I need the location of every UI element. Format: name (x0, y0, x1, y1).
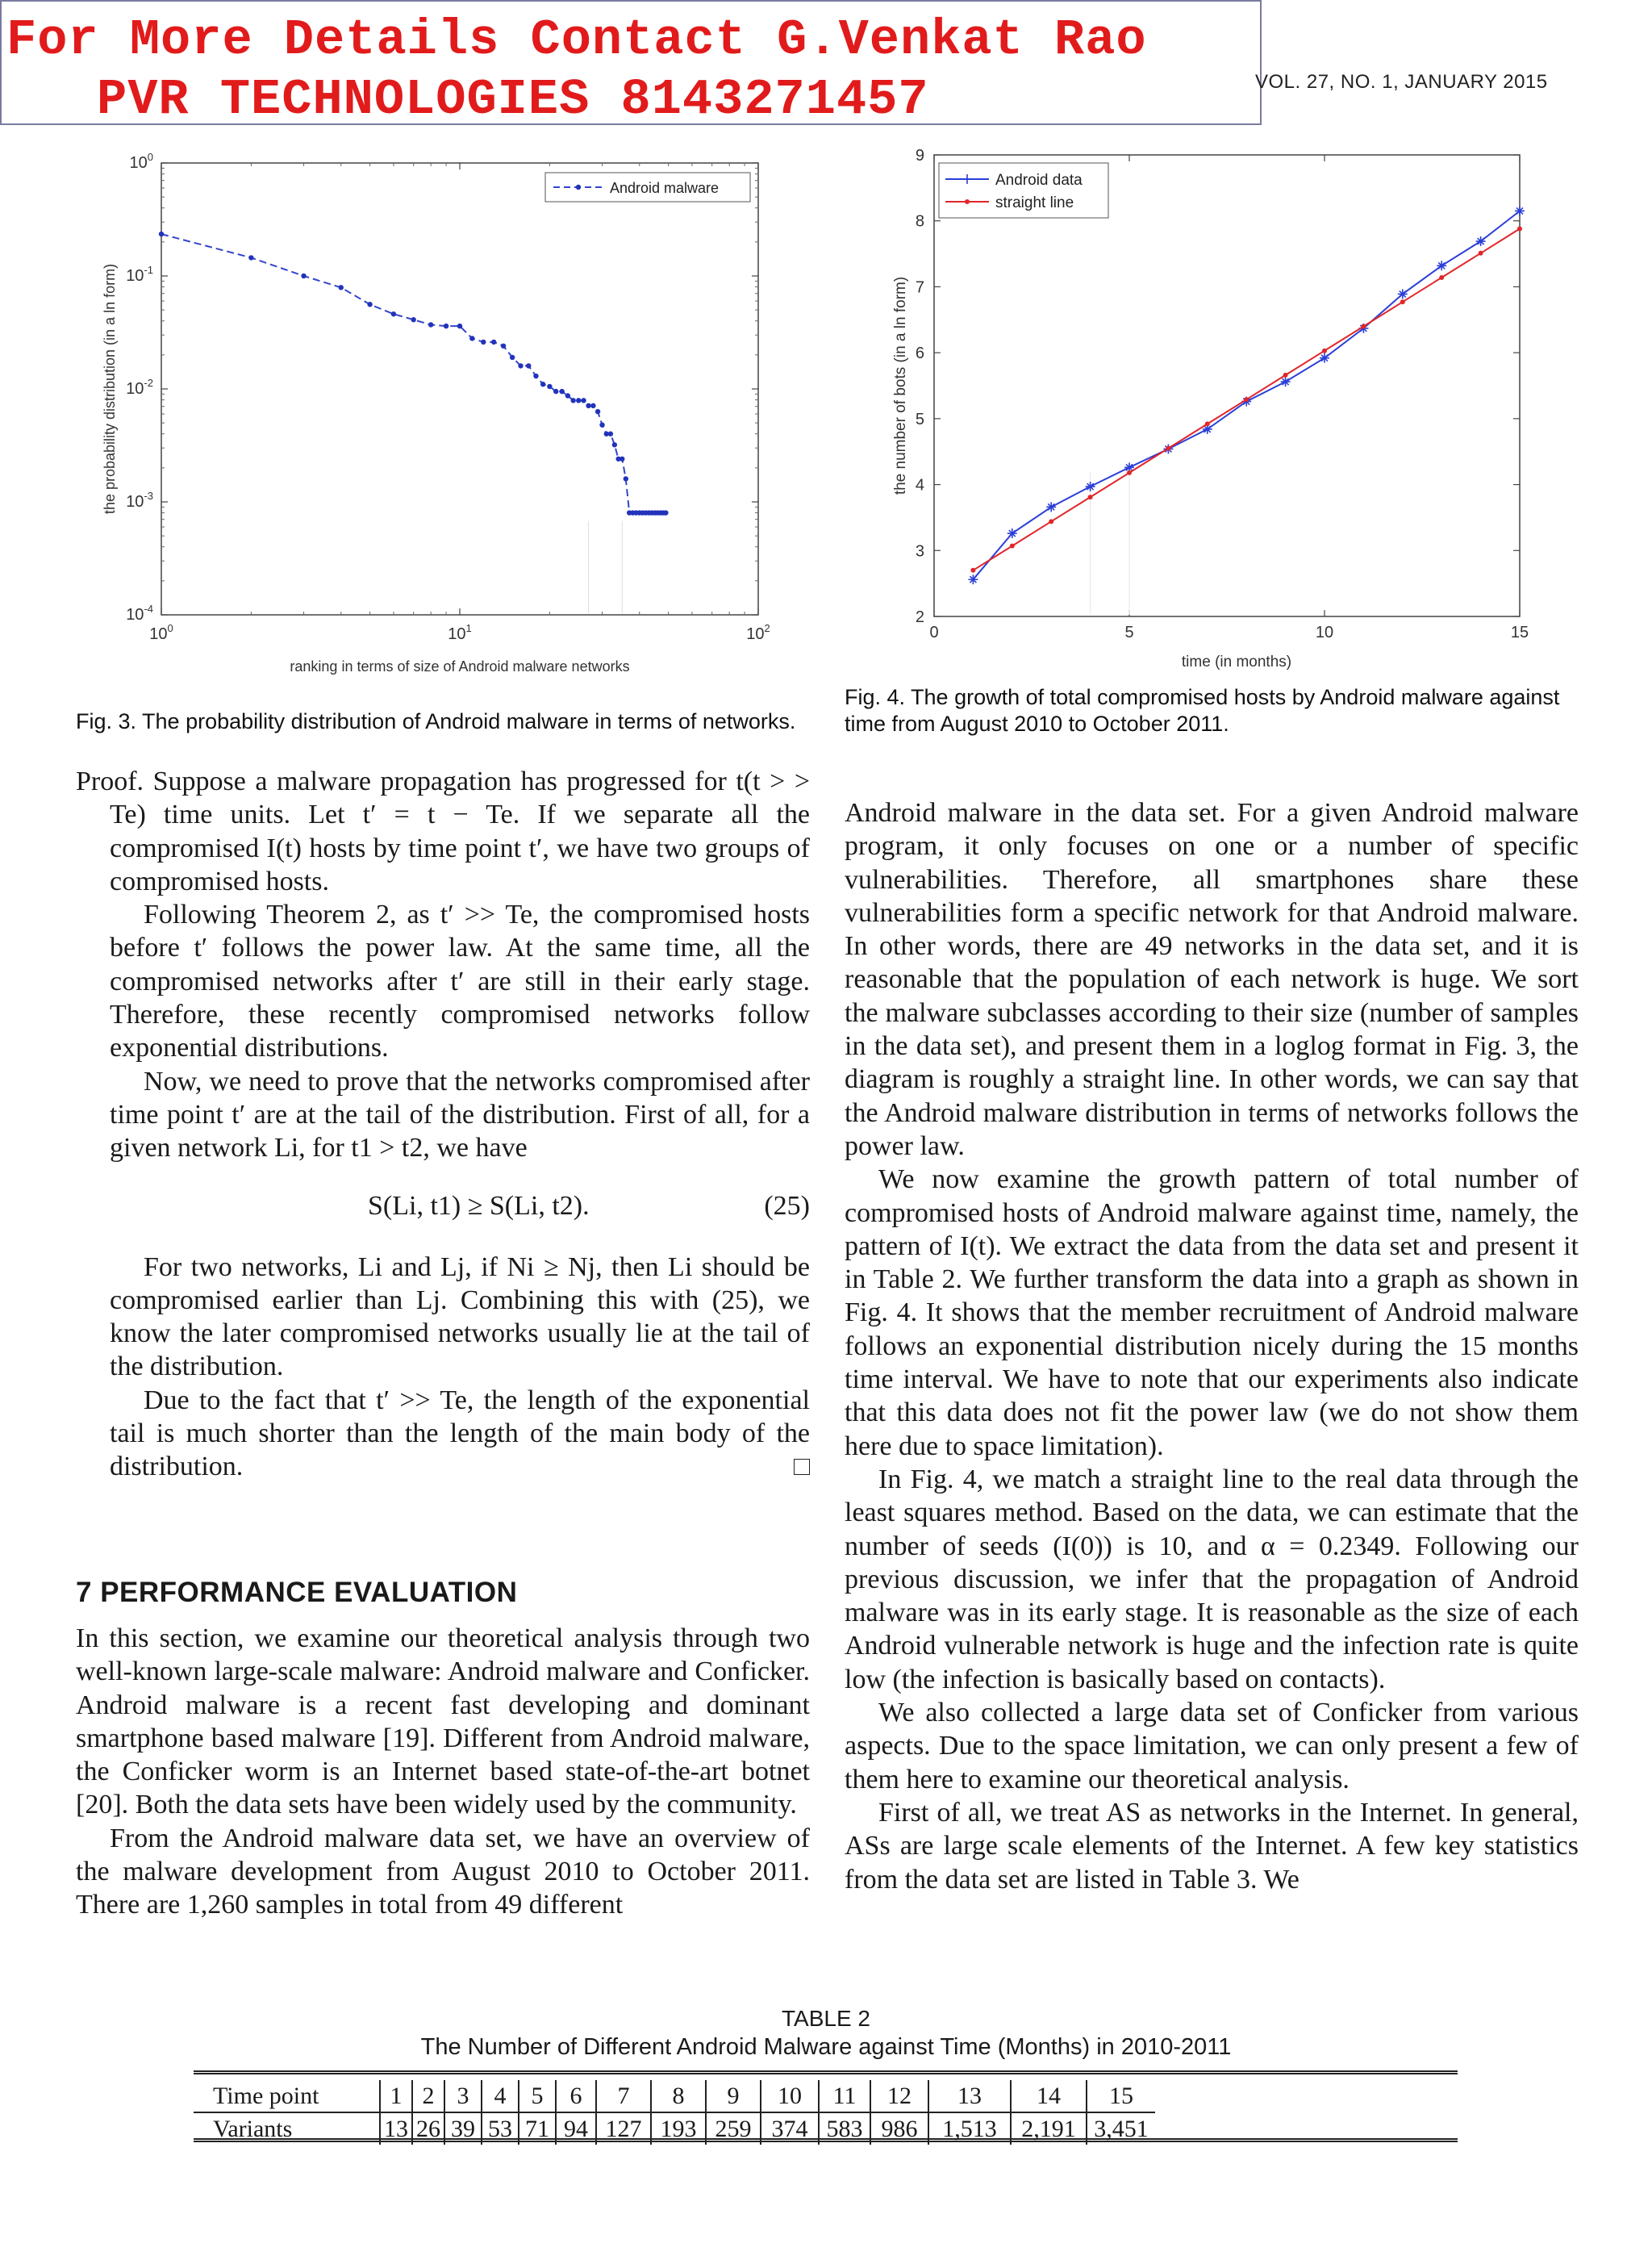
data-point (510, 355, 515, 360)
data-point (624, 476, 628, 481)
y-tick-label: 4 (915, 476, 924, 495)
row-header: Time point (194, 2080, 380, 2112)
table-cell-variants-5: 71 (519, 2112, 556, 2145)
legend-marker (576, 185, 581, 190)
fig3-chart (97, 137, 807, 694)
fig3-caption: Fig. 3. The probability distribution of Android malware in terms of networks. (76, 709, 796, 733)
table-cell-time-10: 10 (761, 2080, 819, 2112)
data-point-line (1283, 373, 1288, 378)
table-cell-time-12: 12 (870, 2080, 928, 2112)
x-tick-label: $10^2$ (746, 622, 770, 643)
table-cell-time-6: 6 (556, 2080, 596, 2112)
y-tick-label: $10^0$ (129, 151, 153, 172)
paragraph: In Fig. 4, we match a straight line to the real data through the least squares method. Based on the data, we can estimate that the number of seeds (I(0)) is 10, and α = 0.2349. Following our previous discussion, we infer that the propagation of Android malware was in its early stage. It is reasonable as the size of each Android vulnerable network is huge and the infection rate is quite low (the infection is basically based on contacts). (845, 1464, 1579, 1694)
y-axis-label: the probability distribution (in a ln form) (102, 263, 118, 515)
table-cell-variants-1: 13 (380, 2112, 412, 2145)
y-tick-label: 8 (915, 212, 924, 231)
equation-number: (25) (764, 1190, 810, 1221)
data-point-line (1244, 397, 1249, 402)
plot-area (161, 163, 758, 615)
data-point (599, 422, 604, 427)
data-point (481, 340, 486, 345)
x-axis-label: time (in months) (1181, 654, 1292, 670)
table2-subtitle: The Number of Different Android Malware against Time (Months) in 2010-2011 (420, 2034, 1232, 2060)
table-cell-time-7: 7 (596, 2080, 651, 2112)
section-heading: 7 PERFORMANCE EVALUATION (76, 1577, 518, 1608)
data-point (595, 409, 600, 414)
y-tick-label: $10^{-3}$ (126, 490, 153, 511)
y-tick-label: $10^{-4}$ (126, 603, 153, 624)
left-column (76, 765, 810, 1484)
banner-line-1: For More Details Contact G.Venkat Rao (6, 11, 1147, 69)
data-point-line (1439, 275, 1444, 280)
data-point (469, 336, 474, 340)
data-point (586, 403, 590, 408)
table-cell-variants-7: 127 (596, 2112, 651, 2145)
data-point (339, 285, 344, 290)
table-cell-time-14: 14 (1011, 2080, 1087, 2112)
equation-body: S(Li, t1) ≥ S(Li, t2). (368, 1190, 590, 1221)
data-point (663, 510, 668, 515)
data-point (612, 442, 617, 447)
paragraph (76, 1251, 810, 1384)
data-point (391, 311, 396, 316)
table-cell-time-11: 11 (819, 2080, 870, 2112)
paragraph: We now examine the growth pattern of total number of compromised hosts of Android malware against time, namely, the pattern of I(t). We extract the data from the data set and present it in Table 2. We further transform the data into a graph as shown in Fig. 4. It shows that the member recruitment of Android malware follows an exponential distribution nicely during the 15 months time interval. We have to note that our experiments also indicate that this data does not fit the power law (we do not show them here due to space limitation). (845, 1164, 1579, 1461)
paragraph-text: Following Theorem 2, as t′ >> Te, the compromised hosts before t′ follows the power law. At the same time, all the compromised networks after t′ are still in their early stage. Therefore, these recently compromised networks follow exponential distributions. (110, 900, 810, 1063)
y-tick-label: $10^{-1}$ (126, 264, 153, 285)
legend-label-android: Android data (995, 172, 1083, 189)
x-tick-label: 0 (929, 624, 939, 641)
paragraph: From the Android malware data set, we have an overview of the malware development from August 2010 to October 2011. There are 1,260 samples in total from 49 different (76, 1823, 810, 1920)
data-point-line (1517, 227, 1522, 232)
table-row (194, 2080, 1155, 2112)
y-tick-label: 3 (915, 542, 924, 561)
paragraph-text: For two networks, Li and Lj, if Ni ≥ Nj, then Li should be compromised earlier than Lj. Combining this with (25), we know the later compromised networks usually lie at the tail of the distribution. (110, 1251, 810, 1382)
x-tick-label: $10^1$ (448, 622, 472, 643)
y-tick-label: 6 (915, 345, 924, 363)
data-point (540, 382, 545, 386)
x-tick-label: $10^0$ (149, 622, 173, 643)
table-cell-variants-10: 374 (761, 2112, 819, 2145)
table-cell-time-8: 8 (651, 2080, 706, 2112)
data-point (248, 255, 253, 260)
table-cell-variants-9: 259 (706, 2112, 761, 2145)
table-cell-variants-8: 193 (651, 2112, 706, 2145)
left-column-lower (76, 1622, 810, 1922)
row-header: Variants (213, 2115, 293, 2142)
data-point-line (970, 568, 975, 573)
table-cell-time-15: 15 (1087, 2080, 1155, 2112)
table-cell-time-5: 5 (519, 2080, 556, 2112)
paragraph-text: Now, we need to prove that the networks compromised after time point t′ are at the tail of the distribution. First of all, for a given network Li, for t1 > t2, we have (110, 1066, 810, 1164)
table-cell-variants-14: 2,191 (1011, 2112, 1087, 2145)
y-tick-label: 7 (915, 278, 924, 297)
equation-25 (110, 1183, 810, 1231)
paragraph: We also collected a large data set of Conficker from various aspects. Due to the space limitation, we can only present a few of them here to examine our theoretical analysis. (845, 1698, 1579, 1794)
table2 (194, 2080, 1155, 2145)
data-point (533, 374, 538, 378)
table-row (194, 2112, 1155, 2145)
y-tick-label: 5 (915, 410, 924, 428)
table-cell-variants-3: 39 (444, 2112, 482, 2145)
legend-marker-line (965, 199, 970, 204)
data-point (428, 322, 433, 327)
data-point (570, 398, 575, 403)
data-point-line (1088, 495, 1093, 499)
y-tick-label: 9 (915, 147, 924, 165)
data-point-line (1166, 446, 1170, 451)
data-point (159, 232, 164, 236)
x-axis-label: ranking in terms of size of Android malware networks (290, 658, 630, 675)
data-point (565, 393, 570, 398)
table-cell-time-1: 1 (380, 2080, 412, 2112)
data-point (526, 363, 531, 368)
data-point (620, 457, 624, 462)
table-cell-time-3: 3 (444, 2080, 482, 2112)
table-cell-time-9: 9 (706, 2080, 761, 2112)
table-cell-variants-12: 986 (870, 2112, 928, 2145)
y-tick-label: 2 (915, 608, 924, 626)
data-point-line (1400, 299, 1405, 304)
fig4-chart (887, 137, 1549, 670)
paragraph: First of all, we treat AS as networks in the Internet. In general, ASs are large scale elements of the Internet. A few key statistics from the data set are listed in Table 3. We (845, 1797, 1579, 1895)
data-point (301, 274, 306, 278)
table-cell-variants-2: 26 (412, 2112, 444, 2145)
data-point-line (1361, 324, 1366, 328)
x-tick-label: 5 (1124, 624, 1134, 641)
qed-symbol (794, 1459, 810, 1475)
fig4-caption: Fig. 4. The growth of total compromised hosts by Android malware against time from August 2010 to October 2011. (845, 685, 1560, 736)
right-column (845, 796, 1579, 1896)
plot-area (934, 155, 1520, 616)
data-point (491, 340, 496, 345)
data-point (576, 398, 581, 403)
data-point (608, 432, 613, 437)
table-cell-time-2: 2 (412, 2080, 444, 2112)
banner-line-2: PVR TECHNOLOGIES 8143271457 (97, 71, 929, 128)
y-tick-label: $10^{-2}$ (126, 377, 153, 398)
legend-label: Android malware (610, 180, 720, 196)
data-point (501, 344, 506, 349)
data-point (518, 363, 523, 368)
table-cell-variants-11: 583 (819, 2112, 870, 2145)
data-point (444, 324, 448, 328)
y-axis-label: the number of bots (in a ln form) (892, 276, 909, 495)
table-cell-time-13: 13 (928, 2080, 1011, 2112)
x-tick-label: 10 (1315, 624, 1334, 641)
data-point (559, 389, 564, 394)
data-point-line (1205, 421, 1210, 426)
proof-paragraph: Proof. Suppose a malware propagation has progressed for t(t > > Te) time units. Let t′ = t − Te. If we separate all the compromised I(t) hosts by time point t′, we have two groups of compromised hosts. (76, 767, 810, 896)
data-point-line (1049, 519, 1053, 524)
data-point (411, 317, 415, 322)
data-point-line (1479, 251, 1483, 256)
paragraph: In this section, we examine our theoretical analysis through two well-known large-scale malware: Android malware and Conficker. Android malware is a recent fast developing and dominant smartphone based malware [19]. Different from Android malware, the Conficker worm is an Internet based state-of-the-art botnet [20]. Both the data sets have been widely used by the community. (76, 1623, 810, 1820)
paragraph (76, 1384, 810, 1484)
table-cell-variants-13: 1,513 (928, 2112, 1011, 2145)
data-point-line (1322, 349, 1327, 353)
data-point (581, 398, 586, 403)
table-cell-variants-4: 53 (482, 2112, 519, 2145)
running-header: VOL. 27, NO. 1, JANUARY 2015 (1255, 71, 1548, 93)
table-cell-variants-6: 94 (556, 2112, 596, 2145)
table-cell-variants-15: 3,451 (1087, 2112, 1155, 2145)
paragraph-text: Due to the fact that t′ >> Te, the length of the exponential tail is much shorter than the length of the main body of the distribution. (110, 1385, 810, 1482)
data-point (457, 324, 462, 328)
x-tick-label: 15 (1510, 624, 1529, 641)
data-point (553, 389, 558, 394)
paragraph (76, 1065, 810, 1165)
contact-banner (0, 0, 1262, 128)
data-point-line (1010, 544, 1015, 549)
table2-title: TABLE 2 (782, 2006, 870, 2031)
table-cell-time-4: 4 (482, 2080, 519, 2112)
data-point (590, 403, 595, 408)
paragraph: Android malware in the data set. For a given Android malware program, it only focuses on one or a number of specific vulnerabilities. Therefore, all smartphones share these vulnerabilities form a specific network for that Android malware. In other words, there are 49 networks in the data set, and it is reasonable that the population of each network is huge. We sort the malware subclasses according to their size (number of samples in the data set), and present them in a loglog format in Fig. 3, the diagram is roughly a straight line. In other words, we can say that the Android malware distribution in terms of networks follows the power law. (845, 798, 1579, 1161)
data-point (547, 384, 552, 389)
data-point (367, 302, 372, 307)
legend-label-line: straight line (995, 194, 1074, 211)
paragraph (76, 898, 810, 1064)
data-point-line (1127, 470, 1132, 475)
